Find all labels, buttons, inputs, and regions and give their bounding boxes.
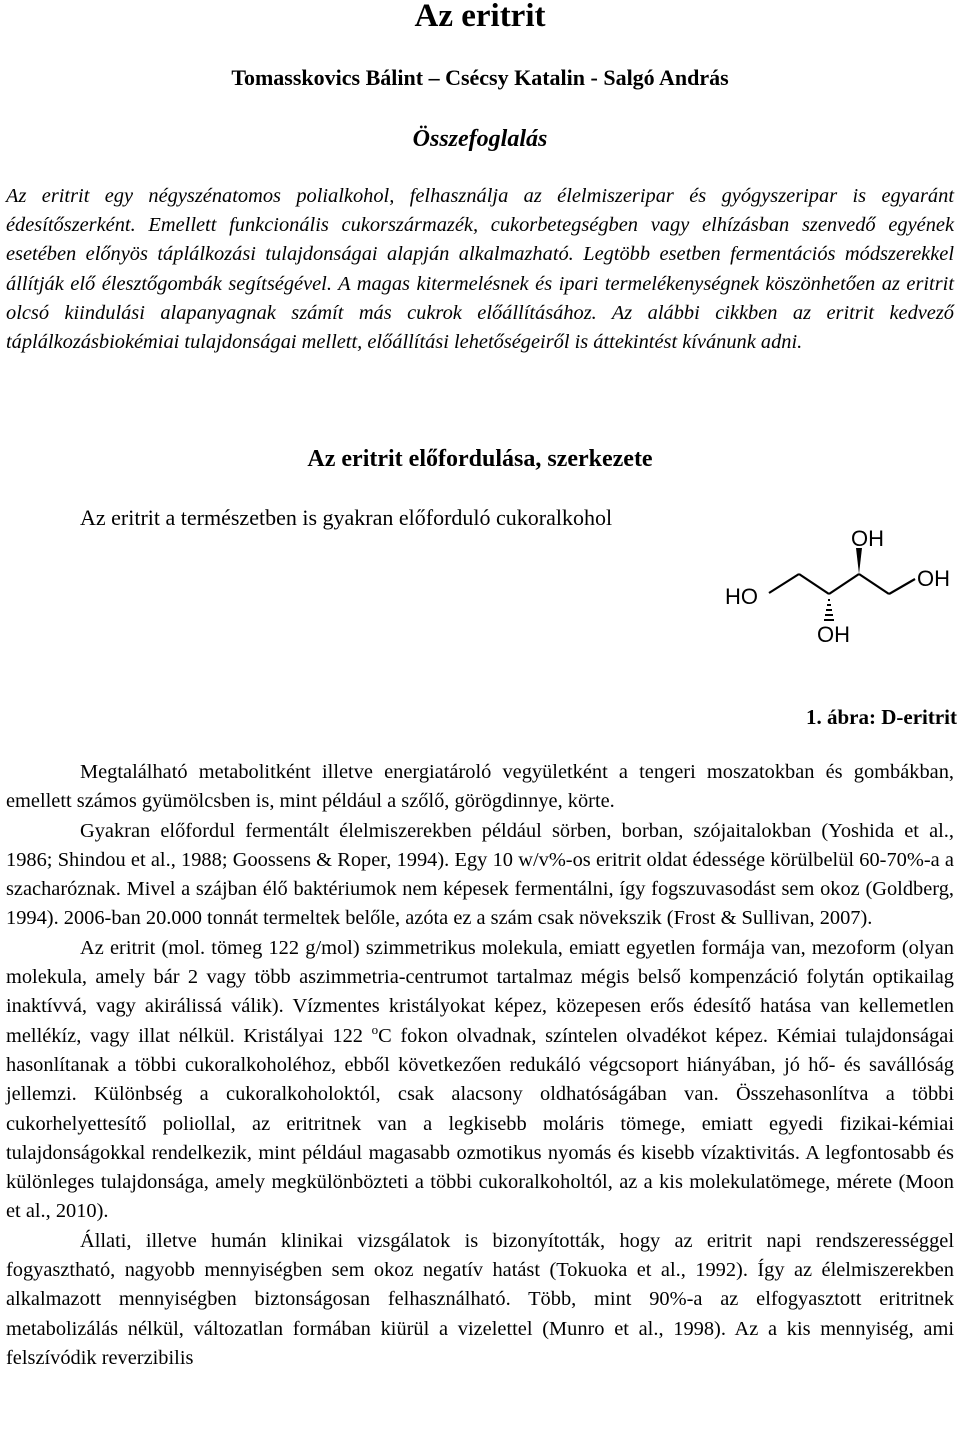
section-heading: Az eritrit előfordulása, szerkezete [307, 446, 653, 472]
abstract-paragraph: Az eritrit egy négyszénatomos polialkohol, felhasználja az élelmiszeripar és gyógyszeripar is egyaránt édesítőszerként. Emellett funkcionális cukorszármazék, cukorbetegségben vagy elhízásban szenvedő egyének esetében előnyös táplálkozási tulajdonságai alapján alkalmazható. Legtöbb esetben fermentációs módszerekkel állítják elő élesztőgombák segítségével. A magas kitermelésnek és ipari termelékenységnek köszönhetően az eritrit olcsó kiindulási alapanyagnak számít más cukrok előállításához. Az alábbi cikkben az eritrit kedvező táplálkozásbiokémiai tulajdonságai mellett, előállítási lehetőségeiről is áttekintést kívánunk adni. [6, 185, 954, 354]
hashed-bond [824, 600, 834, 620]
bond-ho-c1 [769, 574, 799, 593]
author-list: Tomasskovics Bálint – Csécsy Katalin - Salgó András [231, 65, 729, 90]
body-text [6, 758, 954, 1373]
oh-label-right: OH [917, 566, 950, 591]
figure-caption: 1. ábra: D-eritrit [805, 705, 957, 729]
paper-title: Az eritrit [414, 0, 546, 34]
body-paragraph-properties [6, 934, 954, 1227]
abstract-heading: Összefoglalás [412, 126, 548, 152]
wedge-bond [856, 548, 862, 574]
body-paragraph-occurrence: Megtalálható metabolitként illetve energiatároló vegyületként a tengeri moszatokban és gombákban, emellett számos gyümölcsben is, mint például a szőlő, görögdinnye, körte. [6, 761, 954, 813]
intro-sentence: Az eritrit a természetben is gyakran előforduló cukoralkohol [80, 505, 613, 530]
bond-c3-c4 [859, 574, 889, 594]
ho-label-left: HO [725, 584, 758, 609]
oh-label-top: OH [851, 526, 884, 551]
body-paragraph-clinical: Állati, illetve humán klinikai vizsgálatok is bizonyították, hogy az eritrit napi rendszerességgel fogyasztható, nagyobb mennyiségben sem okoz negatív hatást (Tokuoka et al., 1992). Így az élelmiszerekben alkalmazott mennyiségben biztonságosan felhasználható. Több, mint 90%-a az elfogyasztott eritritnek metabolizálás nélkül, változatlan formában kiürül a vizelettel (Munro et al., 1998). Az a kis mennyiség, ami felszívódik reverzibilis [6, 1229, 954, 1369]
properties-text-start: Az eritrit (mol. tömeg 122 g/mol) szimmetrikus molekula, emiatt egyetlen formája van, mezoform (olyan molekula, amely bár 2 vagy több aszimmetria-centrumot tartalmaz mégis belső kompenzáció folytán optikailag inaktívvá, vagy akirálissá válik). Vízmentes kristályokat képez, közepesen erős édesítő hatása van kellemetlen mellékíz, vagy illat nélkül. Kristályai 122 [6, 936, 954, 1047]
bond-c2-c3 [829, 574, 859, 594]
properties-text-end: C fokon olvadnak, színtelen olvadékot képez. Kémiai tulajdonságai hasonlítanak a többi cukoralkoholéhoz, ebből következően redukáló végcsoport hiányában, jó hő- és savállóság jellemzi. Különbség a cukoralkoholoktól, csak alacsony oldhatóságában van. Összehasonlítva a többi cukorhelyettesítő poliollal, az eritritnek van a legkisebb moláris tömege, emiatt egyedi fizikai-kémiai tulajdonságokkal rendelkezik, mint például magasabb ozmotikus nyomás és kisebb vízaktivitás. A legfontosabb és különleges tulajdonsága, amely megkülönbözteti a többi cukoralkoholtól, az a kis molekulatömege, mérete (Moon et al., 2010). [6, 1024, 954, 1223]
bond-c1-c2 [799, 574, 829, 594]
oh-label-bottom: OH [817, 622, 850, 647]
body-paragraph-fermented-foods: Gyakran előfordul fermentált élelmiszerekben például sörben, borban, szójaitalokban (Yoshida et al., 1986; Shindou et al., 1988; Goossens & Roper, 1994). Egy 10 w/v%-os eritrit oldat édessége körülbelül 60-70%-a a szacharóznak. Mivel a szájban élő baktériumok nem képesek fermentálni, így fogszuvasodást sem okoz (Goldberg, 1994). 2006-ban 20.000 tonnát termeltek belőle, azóta ez a szám csak növekszik (Frost & Sullivan, 2007). [6, 819, 954, 930]
degree-superscript: o [371, 1021, 379, 1037]
erythritol-structure-figure [715, 524, 960, 654]
bond-c4-oh [889, 579, 915, 594]
